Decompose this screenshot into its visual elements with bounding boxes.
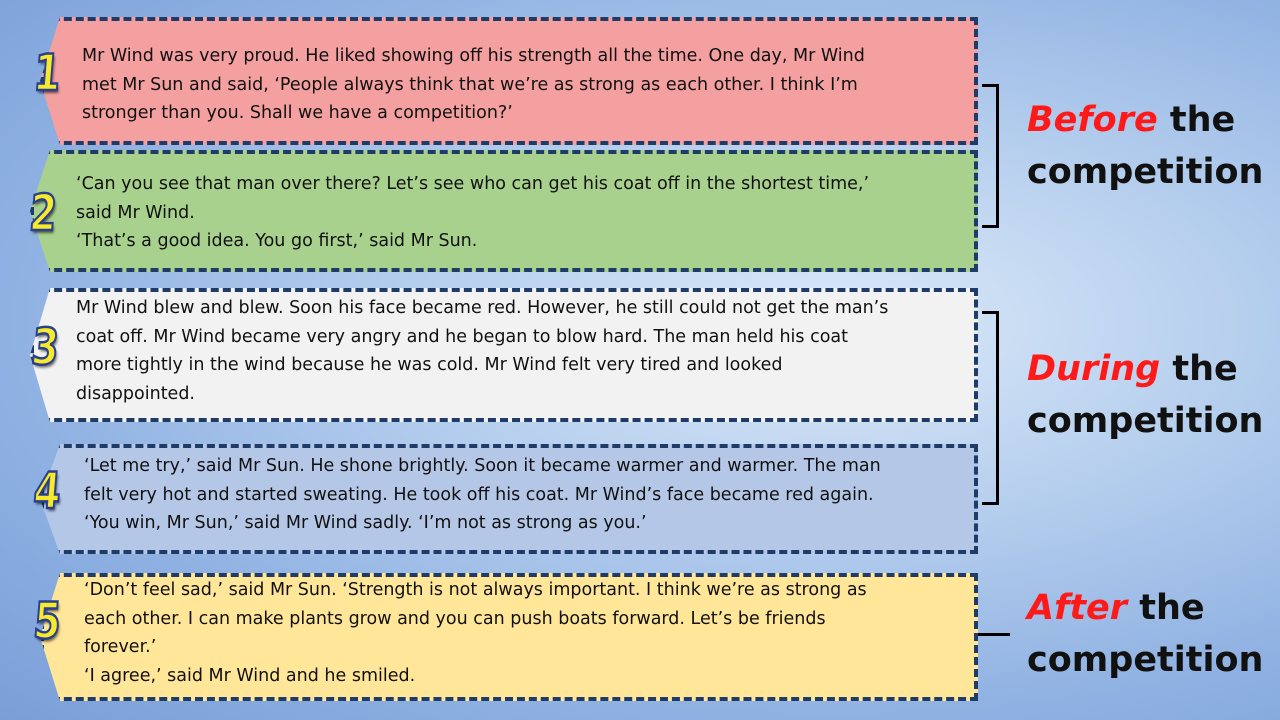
paragraph-text-4	[84, 452, 881, 538]
paragraph-number-5: 5	[31, 592, 64, 650]
phase-word-competition: competition	[1027, 401, 1264, 441]
phase-word-competition: competition	[1027, 152, 1264, 192]
phase-label-after	[1027, 582, 1263, 686]
paragraph-5-line: ‘Don’t feel sad,’ said Mr Sun. ‘Strength is not always important. I think we’re as strong as	[84, 580, 867, 600]
phase-word-the: the	[1160, 349, 1238, 389]
paragraph-2-line: ‘Can you see that man over there? Let’s see who can get his coat off in the shortest time,’	[76, 174, 870, 194]
paragraph-4-line: ‘Let me try,’ said Mr Sun. He shone brightly. Soon it became warmer and warmer. The man	[84, 456, 881, 476]
paragraph-text-5	[84, 576, 867, 690]
after-connector-line	[978, 633, 1010, 636]
phase-keyword-after: After	[1027, 588, 1128, 628]
paragraph-2-line: said Mr Wind.	[76, 202, 195, 223]
phase-word-competition: competition	[1027, 640, 1264, 680]
phase-label-before	[1027, 94, 1263, 198]
paragraph-1-line: Mr Wind was very proud. He liked showing off his strength all the time. One day, Mr Wind	[82, 46, 865, 66]
before-bracket	[982, 84, 999, 228]
paragraph-2-line: ‘That’s a good idea. You go first,’ said Mr Sun.	[76, 231, 478, 251]
paragraph-3-line: more tightly in the wind because he was cold. Mr Wind felt very tired and looked	[76, 355, 783, 375]
phase-word-the: the	[1157, 100, 1236, 140]
paragraph-text-1	[82, 42, 865, 128]
paragraph-5-line: ‘I agree,’ said Mr Wind and he smiled.	[84, 665, 416, 686]
phase-word-the: the	[1127, 588, 1205, 628]
paragraph-number-4: 4	[31, 462, 64, 520]
paragraph-text-3	[76, 294, 888, 408]
paragraph-1-line: met Mr Sun and said, ‘People always think that we’re as strong as each other. I think I’m	[82, 74, 858, 95]
paragraph-4-line: felt very hot and started sweating. He took off his coat. Mr Wind’s face became red again.	[84, 484, 874, 505]
during-bracket	[982, 311, 999, 505]
paragraph-3-line: disappointed.	[76, 383, 195, 404]
paragraph-number-3: 3	[29, 318, 62, 376]
paragraph-3-line: Mr Wind blew and blew. Soon his face became red. However, he still could not get the man’s	[76, 298, 889, 318]
phase-label-during	[1027, 343, 1263, 447]
paragraph-5-line: each other. I can make plants grow and you can push boats forward. Let’s be friends	[84, 608, 826, 629]
paragraph-3-line: coat off. Mr Wind became very angry and he began to blow hard. The man held his coat	[76, 326, 848, 347]
paragraph-1-line: stronger than you. Shall we have a competition?’	[82, 103, 513, 123]
paragraph-number-1: 1	[31, 44, 64, 102]
phase-keyword-during: During	[1027, 349, 1161, 389]
paragraph-5-line: forever.’	[84, 637, 157, 657]
paragraph-number-2: 2	[27, 184, 60, 242]
paragraph-4-line: ‘You win, Mr Sun,’ said Mr Wind sadly. ‘I’m not as strong as you.’	[84, 513, 647, 533]
phase-keyword-before: Before	[1027, 100, 1158, 140]
paragraph-text-2	[76, 170, 869, 256]
